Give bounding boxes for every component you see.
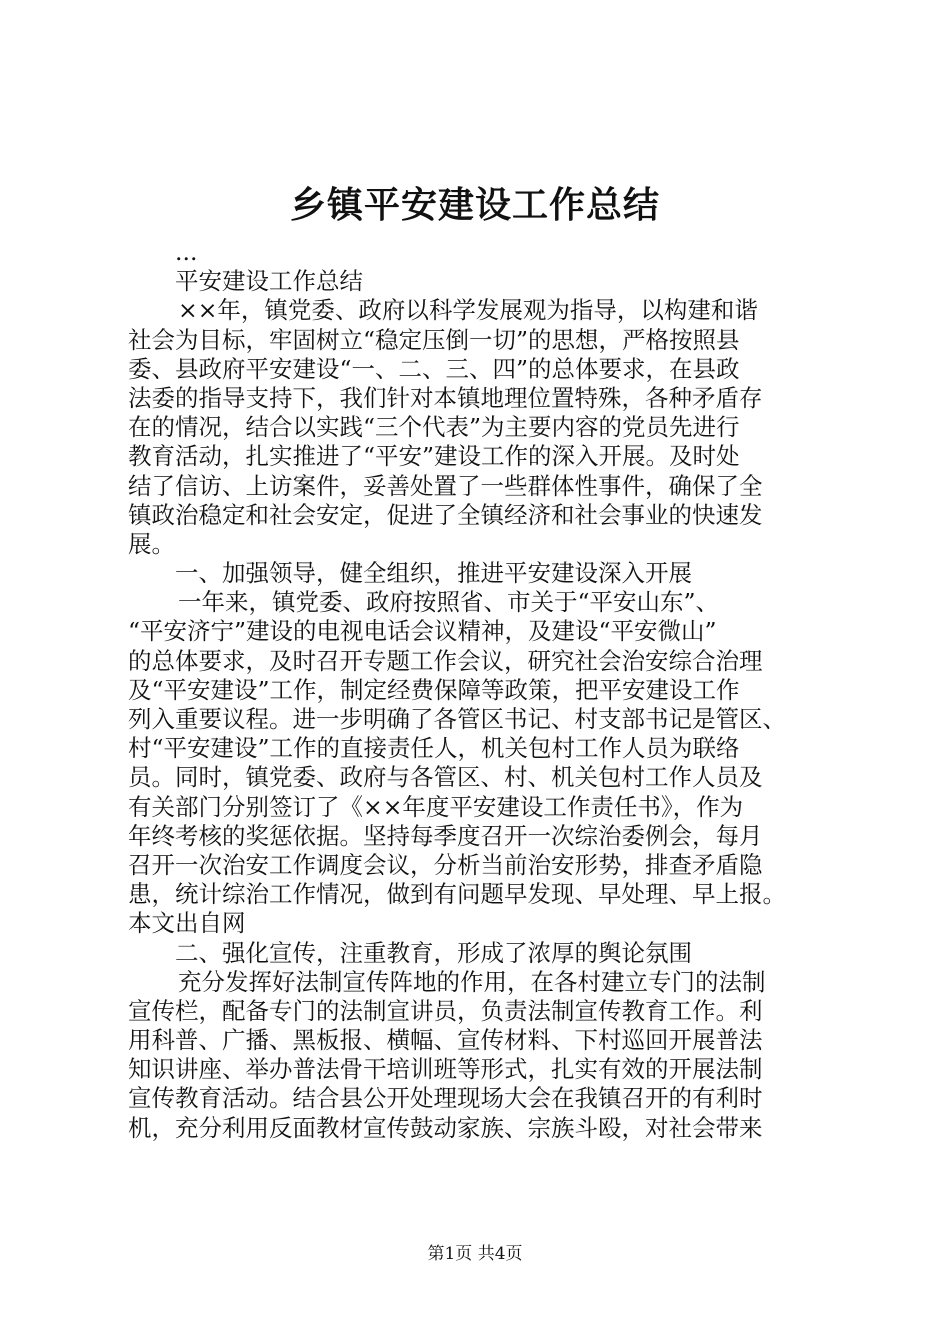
text-line: 法委的指导支持下，我们针对本镇地理位置特殊，各种矛盾存 [128, 383, 763, 412]
text-line: 二、强化宣传，注重教育，形成了浓厚的舆论氛围 [175, 938, 692, 967]
text-line: 宣传教育活动。结合县公开处理现场大会在我镇召开的有利时 [128, 1084, 763, 1113]
text-line: 教育活动，扎实推进了“平安”建设工作的深入开展。及时处 [128, 442, 740, 471]
text-line: 镇政治稳定和社会安定，促进了全镇经济和社会事业的快速发 [128, 500, 763, 529]
text-line: 用科普、广播、黑板报、横幅、宣传材料、下村巡回开展普法 [128, 1026, 763, 1055]
text-line: 年终考核的奖惩依据。坚持每季度召开一次综治委例会，每月 [128, 821, 763, 850]
text-line: 及“平安建设”工作，制定经费保障等政策，把平安建设工作 [128, 675, 740, 704]
text-line: 平安建设工作总结 [175, 267, 363, 296]
text-line: 知识讲座、举办普法骨干培训班等形式，扎实有效的开展法制 [128, 1055, 763, 1084]
text-line: 召开一次治安工作调度会议，分析当前治安形势，排查矛盾隐 [128, 850, 763, 879]
text-line: 列入重要议程。进一步明确了各管区书记、村支部书记是管区、 [128, 705, 786, 733]
text-line: 员。同时，镇党委、政府与各管区、村、机关包村工作人员及 [128, 763, 763, 792]
text-line: 社会为目标，牢固树立“稳定压倒一切”的思想，严格按照县 [128, 325, 740, 354]
text-line: ××年，镇党委、政府以科学发展观为指导，以构建和谐 [178, 296, 758, 325]
text-line: 在的情况，结合以实践“三个代表”为主要内容的党员先进行 [128, 413, 740, 442]
page-footer: 第1页 共4页 [427, 1244, 523, 1264]
text-line: 一年来，镇党委、政府按照省、市关于“平安山东”、 [178, 588, 720, 617]
text-line: 村“平安建设”工作的直接责任人，机关包村工作人员为联络 [128, 734, 740, 763]
text-line: 结了信访、上访案件，妥善处置了一些群体性事件，确保了全 [128, 471, 763, 500]
text-line: 本文出自网 [128, 909, 246, 938]
text-line: 宣传栏，配备专门的法制宣讲员，负责法制宣传教育工作。利 [128, 996, 763, 1025]
text-line: 一、加强领导，健全组织，推进平安建设深入开展 [175, 559, 692, 588]
text-line: 机，充分利用反面教材宣传鼓动家族、宗族斗殴，对社会带来 [128, 1113, 763, 1142]
text-line: 充分发挥好法制宣传阵地的作用，在各村建立专门的法制 [178, 967, 766, 996]
text-line: 的总体要求，及时召开专题工作会议，研究社会治安综合治理 [128, 646, 763, 675]
document-body [128, 238, 844, 1143]
text-line: 展。 [128, 529, 175, 558]
text-line: “平安济宁”建设的电视电话会议精神，及建设“平安微山” [128, 617, 717, 646]
text-line: ... [175, 238, 198, 266]
text-line: 有关部门分别签订了《××年度平安建设工作责任书》，作为 [128, 792, 744, 821]
document-title: 乡镇平安建设工作总结 [289, 184, 660, 226]
text-line: 委、县政府平安建设“一、二、三、四”的总体要求，在县政 [128, 354, 740, 383]
text-line: 患，统计综治工作情况，做到有问题早发现、早处理、早上报。 [128, 880, 786, 909]
